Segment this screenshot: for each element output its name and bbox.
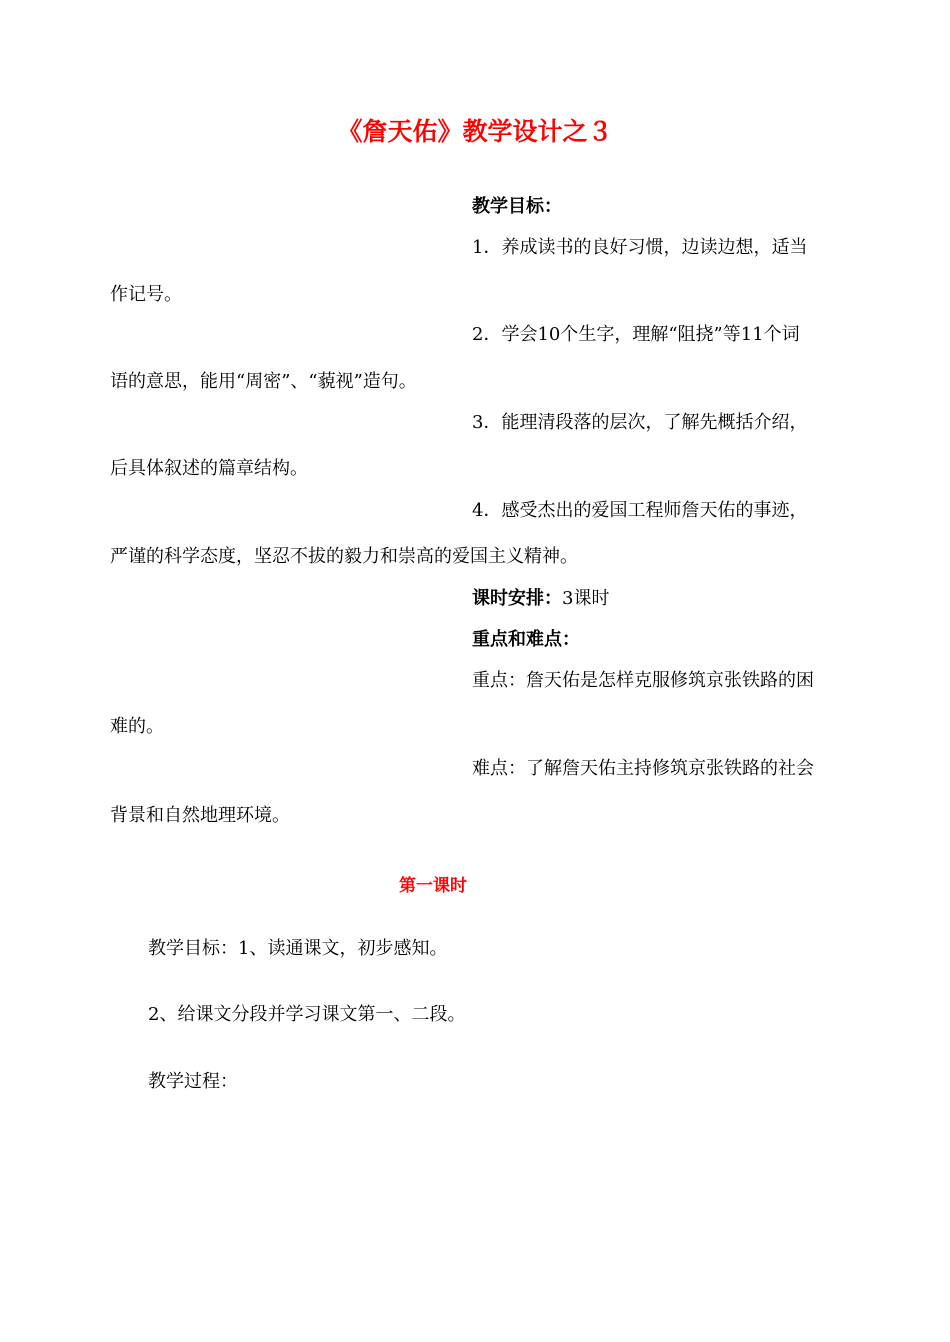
goal-1-line-2: 作记号。 <box>110 284 182 305</box>
goal-4-line-2: 严谨的科学态度，坚忍不拔的毅力和崇高的爱国主义精神。 <box>110 546 578 567</box>
key-point-line-2: 难的。 <box>110 716 164 737</box>
difficulty-line-1: 难点：了解詹天佑主持修筑京张铁路的社会 <box>472 758 814 779</box>
goal-4-line-1: 4．感受杰出的爱国工程师詹天佑的事迹， <box>472 500 808 521</box>
schedule-value: 3课时 <box>562 588 610 609</box>
schedule-line <box>472 587 609 611</box>
goal-1-line-1: 1．养成读书的良好习惯，边读边想，适当 <box>472 237 808 258</box>
schedule-label: 课时安排： <box>472 588 562 609</box>
goal-3-line-1: 3．能理清段落的层次，了解先概括介绍， <box>472 412 808 433</box>
difficulty-line-2: 背景和自然地理环境。 <box>110 805 290 826</box>
goals-heading: 教学目标： <box>472 196 562 217</box>
key-point-line-1: 重点：詹天佑是怎样克服修筑京张铁路的困 <box>472 670 814 691</box>
lesson-1-goal-line-2: 2、给课文分段并学习课文第一、二段。 <box>148 1004 466 1025</box>
teaching-process-heading: 教学过程： <box>148 1071 238 1092</box>
lesson-1-heading: 第一课时 <box>399 876 467 896</box>
goal-3-line-2: 后具体叙述的篇章结构。 <box>110 458 308 479</box>
key-points-heading: 重点和难点： <box>472 629 580 650</box>
lesson-1-goal-line-1: 教学目标：1、读通课文，初步感知。 <box>148 938 448 959</box>
goal-2-line-2: 语的意思，能用“周密”、“藐视”造句。 <box>110 371 417 392</box>
document-title: 《詹天佑》教学设计之３ <box>337 117 613 146</box>
goal-2-line-1: 2．学会10个生字，理解“阻挠”等11个词 <box>472 324 800 345</box>
